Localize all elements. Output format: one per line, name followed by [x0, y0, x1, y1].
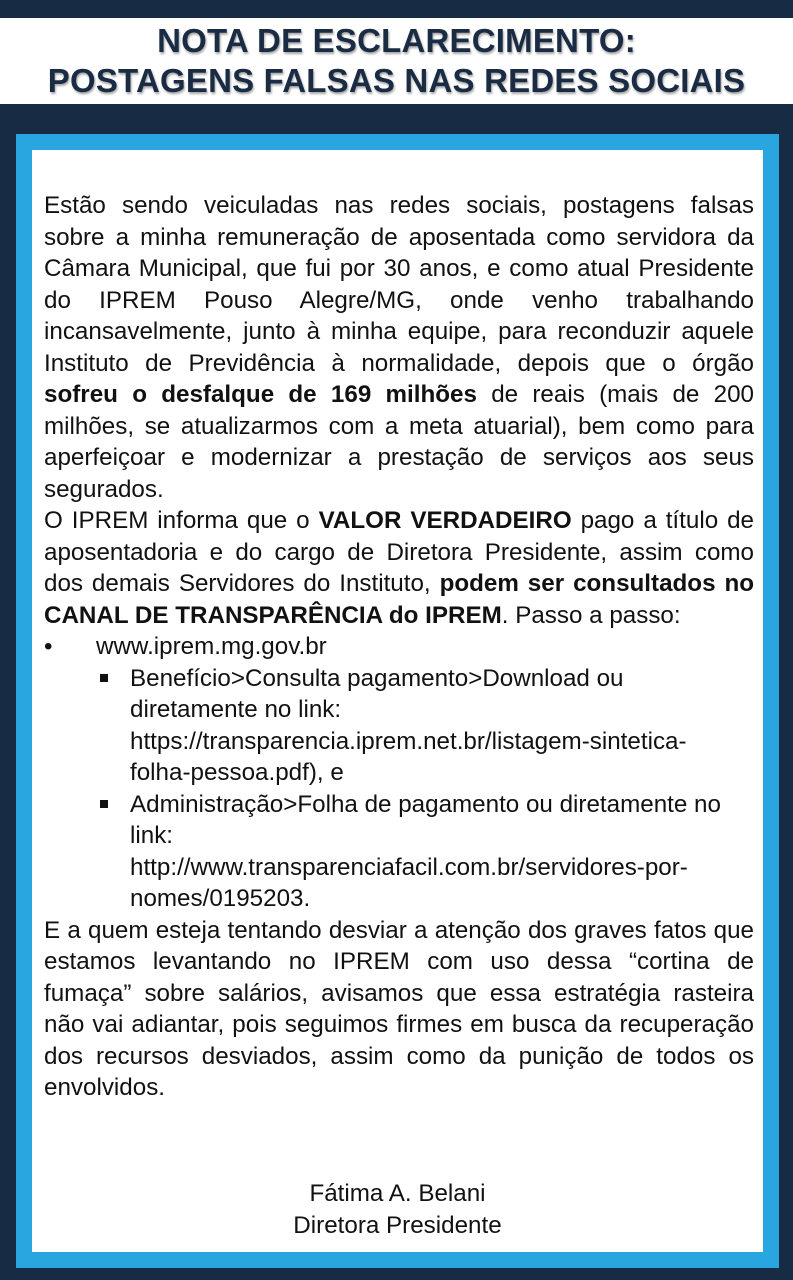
paragraph-1-text-a: Estão sendo veiculadas nas redes sociais, postagens falsas sobre a minha remuneração de aposentada como servidora da Câmara Municipal, que fui por 30 anos, e como atual Presidente do IPREM Pouso Alegre/MG, onde venho trabalhando incansavelmente, junto à minha equipe, para reconduzir aquele Instituto de Previdência à normalidade, depois que o órgão [44, 192, 754, 377]
paragraph-2-text-c: . Passo a passo: [501, 601, 681, 629]
paragraph-2-text-a: O IPREM informa que o [44, 507, 319, 534]
notice-panel [32, 150, 763, 1252]
bullet-dot-icon: • [44, 633, 53, 660]
notice-frame [16, 134, 779, 1268]
title-line-2: POSTAGENS FALSAS NAS REDES SOCIAIS [47, 62, 746, 99]
sub-item-beneficio [44, 663, 754, 789]
title-line-1: NOTA DE ESCLARECIMENTO: [157, 22, 636, 59]
website-text: www.iprem.mg.gov.br [96, 633, 327, 660]
paragraph-2-text-b: pago a título de aposentadoria e do cargo de Diretora Presidente, assim como dos demais Servidores do Instituto, [44, 507, 754, 597]
signature-block [32, 1178, 763, 1241]
paragraph-3: E a quem esteja tentando desviar a atenção dos graves fatos que estamos levantando no IPREM com uso dessa “cortina de fumaça” sobre salários, avisamos que essa estratégia rasteira não vai adiantar, pois seguimos firmes em busca da recuperação dos recursos desviados, assim como da punição de todos os envolvidos. [44, 916, 754, 1101]
sub-item-administracao [44, 789, 754, 915]
sub-item-administracao-text: Administração>Folha de pagamento ou diretamente no link: [130, 790, 721, 849]
paragraph-1-text-b: de reais (mais de 200 milhões, se atualizarmos com a meta atuarial), bem como para aperfeiçoar e modernizar a prestação de serviços aos seus segurados. [44, 381, 754, 503]
paragraph-1-emphasis: sofreu o desfalque de 169 milhões [44, 381, 477, 408]
paragraph-2 [44, 505, 754, 631]
paragraph-2-emphasis-2: podem ser consultados no CANAL DE TRANSPARÊNCIA do IPREM [44, 570, 755, 629]
link-transparencia-line-2: folha-pessoa.pdf), e [130, 759, 344, 786]
square-bullet-icon [100, 674, 108, 682]
link-transparenciafacil-line-1: http://www.transparenciafacil.com.br/servidores-por- [130, 853, 688, 881]
link-transparencia-line-1: https://transparencia.iprem.net.br/listagem-sintetica- [130, 727, 687, 755]
title-banner [0, 18, 793, 104]
link-transparenciafacil-line-2: nomes/0195203. [130, 885, 311, 912]
sub-item-beneficio-text: Benefício>Consulta pagamento>Download ou diretamente no link: [130, 664, 624, 723]
square-bullet-icon [100, 800, 108, 808]
bullet-item-website [44, 631, 754, 663]
signature-name: Fátima A. Belani [309, 1180, 486, 1207]
paragraph-1 [44, 190, 754, 505]
signature-title: Diretora Presidente [293, 1211, 502, 1239]
paragraph-2-emphasis-1: VALOR VERDADEIRO [318, 507, 572, 534]
top-band [0, 0, 793, 18]
notice-body [44, 190, 754, 1104]
